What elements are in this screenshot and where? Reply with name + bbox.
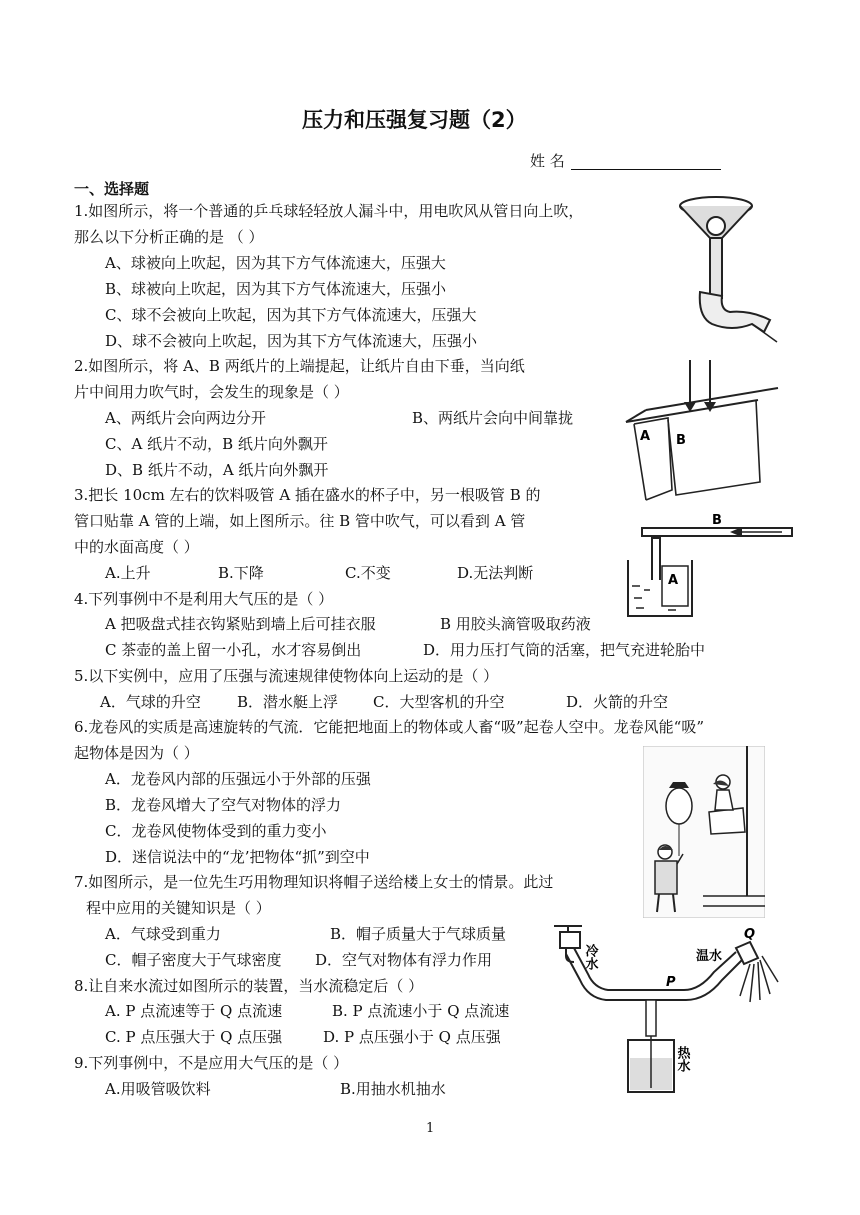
shower-head	[736, 942, 758, 964]
straw-b-label: B	[712, 513, 722, 528]
q6-option-c: C．龙卷风使物体受到的重力变小	[105, 822, 327, 840]
q5-option-d: D．火箭的升空	[566, 693, 669, 711]
q4-stem: 4.下列事例中不是利用大气压的是（ ）	[74, 590, 334, 608]
balcony	[709, 808, 745, 834]
q9-option-a: A.用吸管吸饮料	[105, 1080, 211, 1098]
section-heading: 一、选择题	[74, 180, 150, 198]
q9-option-b: B.用抽水机抽水	[340, 1080, 446, 1098]
q3-option-d: D.无法判断	[457, 564, 534, 582]
q4-option-c: C 茶壶的盖上留一小孔，水才容易倒出	[105, 641, 362, 659]
q1-option-a: A、球被向上吹起，因为其下方气体流速大，压强大	[105, 254, 446, 272]
q3-stem-2: 管口贴靠 A 管的上端，如上图所示。往 B 管中吹气，可以看到 A 管	[74, 512, 526, 530]
name-label: 姓 名	[530, 152, 565, 170]
q5-option-a: A．气球的升空	[100, 693, 201, 711]
q2-option-c: C、A 纸片不动，B 纸片向外飘开	[105, 435, 328, 453]
q7-option-c: C．帽子密度大于气球密度	[105, 951, 282, 969]
q8-stem: 8.让自来水流过如图所示的装置，当水流稳定后（ ）	[74, 977, 424, 995]
warm-water-label: 温水	[696, 949, 723, 964]
q4-option-d: D．用力压打气筒的活塞，把气充进轮胎中	[423, 641, 706, 659]
q8-option-a: A. P 点流速等于 Q 点流速	[105, 1002, 283, 1020]
q2-stem-2: 片中间用力吹气时，会发生的现象是（ ）	[74, 383, 349, 401]
q1-stem-2: 那么以下分析正确的是 （ ）	[74, 228, 264, 246]
paper-a-label: A	[640, 429, 651, 444]
q6-option-d: D．迷信说法中的“龙’把物体“抓”到空中	[105, 848, 370, 866]
page-number: 1	[426, 1121, 435, 1136]
q9-stem: 9.下列事例中，不是应用大气压的是（ ）	[74, 1054, 349, 1072]
q1-option-d: D、球不会被向上吹起，因为其下方气体流速大，压强小	[105, 332, 478, 350]
q6-option-a: A．龙卷风内部的压强远小于外部的压强	[105, 770, 371, 788]
q8-option-d: D. P 点压强小于 Q 点压强	[323, 1028, 501, 1046]
q4-option-a: A 把吸盘式挂衣钩紧贴到墙上后可挂衣服	[105, 615, 376, 633]
papers-figure	[618, 360, 790, 505]
cold-water-label: 冷水	[582, 944, 598, 970]
q6-option-b: B．龙卷风增大了空气对物体的浮力	[105, 796, 342, 814]
hot-water-label: 热水	[674, 1046, 690, 1072]
q5-option-b: B．潜水艇上浮	[237, 693, 339, 711]
q2-option-d: D、B 纸片不动，A 纸片向外飘开	[105, 461, 329, 479]
straw-a-label: A	[668, 573, 679, 588]
point-q-label: Q	[744, 927, 756, 942]
q7-stem-1: 7.如图所示，是一位先生巧用物理知识将帽子送给楼上女士的情景。此过	[74, 873, 554, 891]
q2-stem-1: 2.如图所示，将 A、B 两纸片的上端提起，让纸片自由下垂，当向纸	[74, 357, 525, 375]
paper-b-label: B	[676, 433, 686, 448]
name-blank[interactable]	[571, 154, 721, 170]
q6-stem-2: 起物体是因为（ ）	[74, 744, 199, 762]
balloon-figure	[643, 746, 765, 918]
q3-option-a: A.上升	[105, 564, 151, 582]
q7-stem-2: 程中应用的关键知识是（ ）	[86, 899, 271, 917]
q3-option-b: B.下降	[218, 564, 264, 582]
q6-stem-1: 6.龙卷风的实质是高速旋转的气流．它能把地面上的物体或人畜“吸”起卷人空中。龙卷风能“吸”	[74, 718, 704, 736]
q7-option-d: D．空气对物体有浮力作用	[315, 951, 493, 969]
q3-stem-1: 3.把长 10cm 左右的饮料吸管 A 插在盛水的杯子中，另一根吸管 B 的	[74, 486, 541, 504]
q1-option-c: C、球不会被向上吹起，因为其下方气体流速大，压强大	[105, 306, 477, 324]
q4-option-b: B 用胶头滴管吸取药液	[440, 615, 591, 633]
name-field	[530, 152, 721, 170]
q3-option-c: C.不变	[345, 564, 391, 582]
funnel-figure	[652, 192, 784, 350]
q8-option-b: B. P 点流速小于 Q 点流速	[332, 1002, 510, 1020]
q2-option-a: A、两纸片会向两边分开	[105, 409, 266, 427]
q1-option-b: B、球被向上吹起，因为其下方气体流速大，压强小	[105, 280, 447, 298]
q7-option-a: A．气球受到重力	[105, 925, 221, 943]
faucet	[560, 932, 580, 948]
q3-stem-3: 中的水面高度（ ）	[74, 538, 199, 556]
point-p-label: P	[666, 975, 676, 990]
ping-pong-ball	[707, 217, 725, 235]
balloon	[666, 788, 692, 824]
hair-dryer	[700, 292, 770, 332]
page-title: 压力和压强复习题（2）	[302, 108, 527, 132]
straws-figure	[622, 510, 794, 620]
q7-option-b: B．帽子质量大于气球质量	[330, 925, 507, 943]
q5-option-c: C．大型客机的升空	[373, 693, 505, 711]
q2-option-b: B、两纸片会向中间靠拢	[412, 409, 574, 427]
q5-stem: 5.以下实例中，应用了压强与流速规律使物体向上运动的是（ ）	[74, 667, 499, 685]
q8-option-c: C. P 点压强大于 Q 点压强	[105, 1028, 283, 1046]
tap-figure	[546, 920, 780, 1098]
q1-stem-1: 1.如图所示，将一个普通的乒乓球轻轻放人漏斗中，用电吹风从管日向上吹，	[74, 202, 584, 220]
